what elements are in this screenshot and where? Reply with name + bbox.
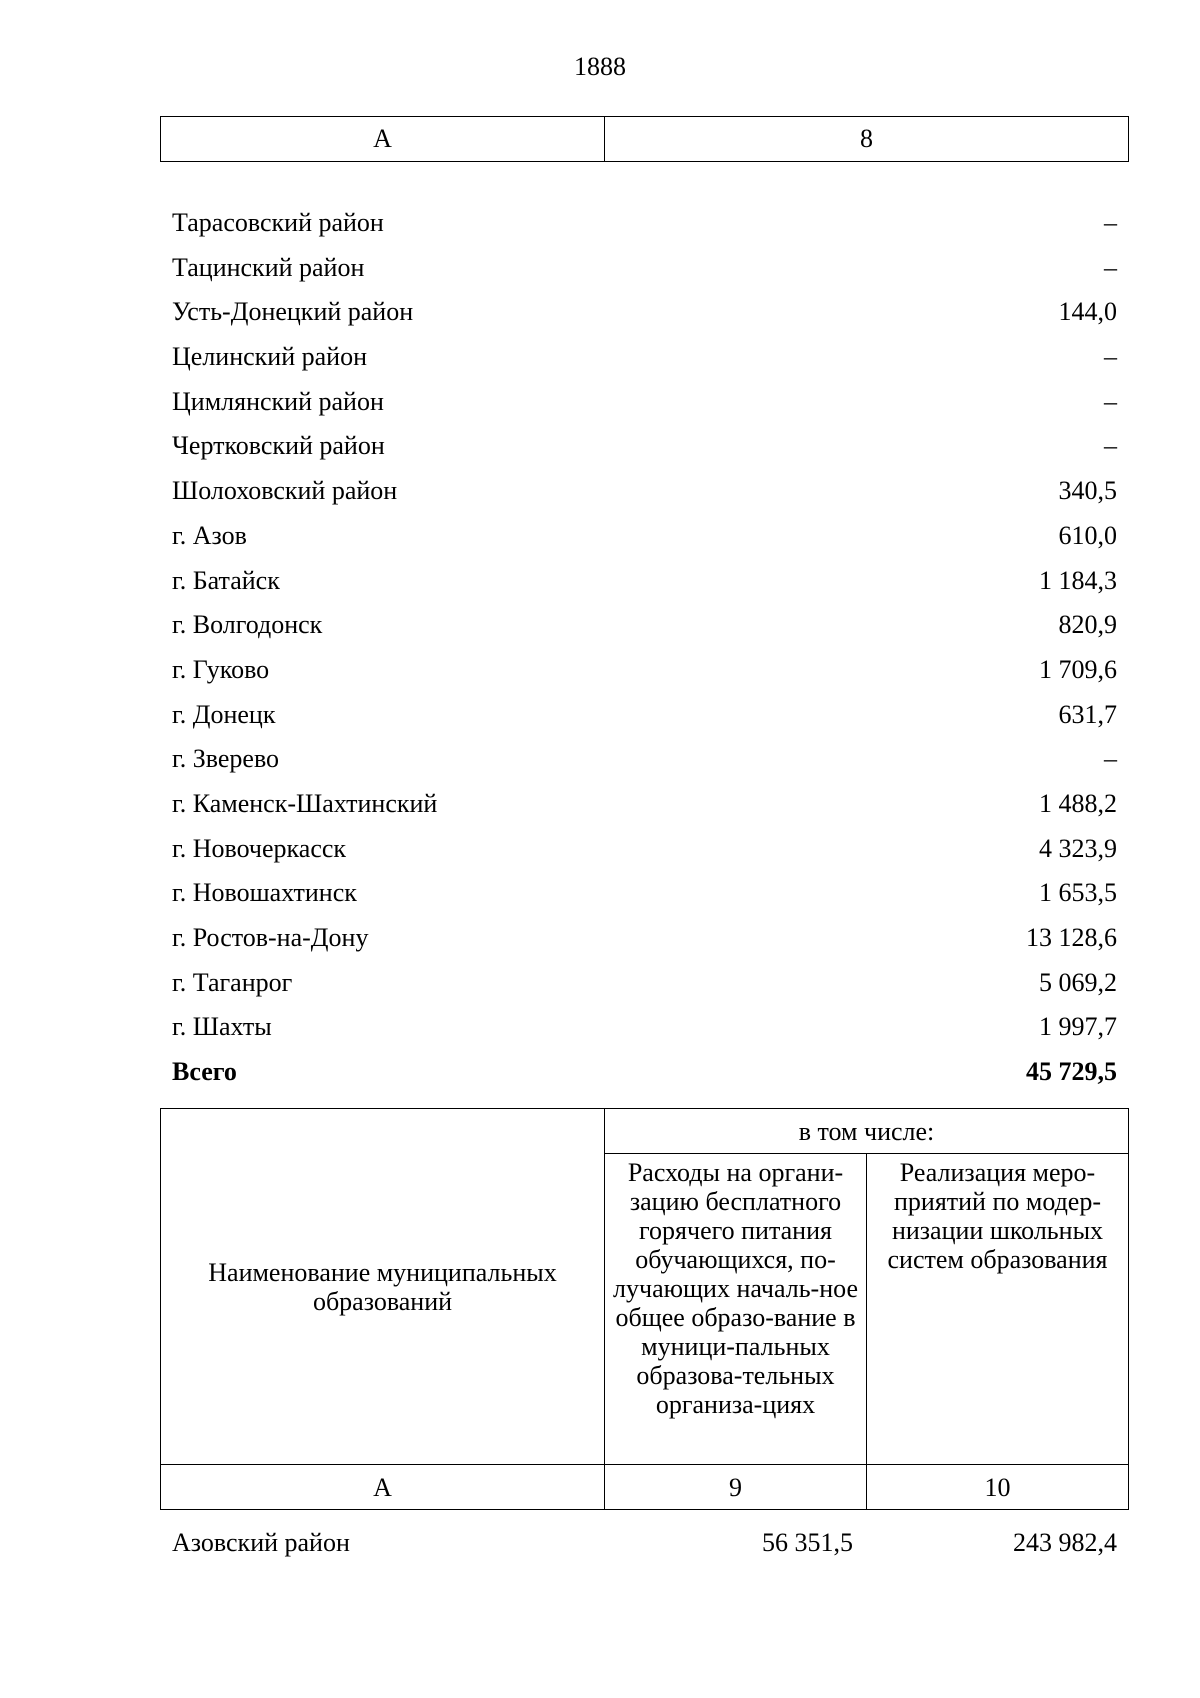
municipality-value: 5 069,2 — [1039, 967, 1117, 997]
municipality-list — [160, 208, 1129, 1102]
list-item — [160, 297, 1129, 342]
column-a-index: А — [161, 1465, 605, 1510]
municipality-name: Азовский район — [172, 1528, 350, 1557]
free-meals-column-header: Расходы на органи-зацию бесплатного горячего питания обучающихся, по-лучающих началь-ное общее образо-вание в муници-пальных образова-тельных организа-циях — [605, 1154, 867, 1465]
municipality-name: Тарасовский район — [172, 208, 384, 237]
list-item — [160, 655, 1129, 700]
municipality-value: 1 488,2 — [1039, 788, 1117, 818]
municipality-value: 1 997,7 — [1039, 1012, 1117, 1042]
municipality-value: – — [1104, 431, 1117, 461]
municipality-name: г. Ростов-на-Дону — [172, 923, 369, 952]
municipality-value: 13 128,6 — [1026, 923, 1117, 952]
list-item — [160, 834, 1129, 879]
municipality-value: – — [1104, 744, 1117, 774]
column-a-header: А — [161, 117, 605, 162]
list-item — [160, 431, 1129, 476]
list-item — [160, 387, 1129, 432]
municipality-value: – — [1104, 386, 1117, 416]
modernization-value: 243 982,4 — [1013, 1528, 1117, 1557]
list-item — [160, 610, 1129, 655]
municipality-value: – — [1104, 208, 1117, 237]
column-8-header: 8 — [605, 117, 1129, 162]
municipality-name: Целинский район — [172, 342, 367, 372]
municipality-value: 1 653,5 — [1039, 878, 1117, 908]
municipality-name: г. Азов — [172, 520, 247, 550]
list-item — [160, 476, 1129, 521]
list-item — [160, 700, 1129, 745]
municipality-name: г. Батайск — [172, 565, 280, 595]
list-item — [160, 1012, 1129, 1057]
municipality-value: 340,5 — [1058, 476, 1117, 506]
list-item — [160, 923, 1129, 968]
table-row — [160, 1528, 1129, 1572]
municipality-name: г. Гуково — [172, 654, 270, 684]
municipality-value: – — [1104, 252, 1117, 282]
municipality-value: 820,9 — [1058, 610, 1117, 640]
municipality-name-header: Наименование муниципальных образований — [161, 1109, 605, 1465]
including-group-header: в том числе: — [605, 1109, 1129, 1154]
municipality-value: – — [1104, 342, 1117, 372]
list-item — [160, 566, 1129, 611]
municipality-value: 1 709,6 — [1039, 654, 1117, 684]
municipality-value: 4 323,9 — [1039, 833, 1117, 863]
total-value: 45 729,5 — [1026, 1057, 1117, 1087]
total-row — [160, 1057, 1129, 1102]
municipality-value: 610,0 — [1058, 520, 1117, 550]
municipality-name: г. Донецк — [172, 699, 276, 729]
section-table-header — [160, 1108, 1129, 1510]
list-item — [160, 342, 1129, 387]
list-item — [160, 968, 1129, 1013]
list-item — [160, 208, 1129, 253]
municipality-name: Чертковский район — [172, 431, 385, 461]
municipality-value: 1 184,3 — [1039, 565, 1117, 595]
school-modernization-column-header: Реализация меро-приятий по модер-низации школьных систем образования — [867, 1154, 1129, 1465]
municipality-name: Цимлянский район — [172, 386, 384, 416]
municipality-name: г. Новошахтинск — [172, 878, 357, 908]
column-9-index: 9 — [605, 1465, 867, 1510]
municipality-name: г. Волгодонск — [172, 610, 323, 640]
list-item — [160, 744, 1129, 789]
municipality-value: 631,7 — [1058, 699, 1117, 729]
municipality-name: г. Таганрог — [172, 967, 293, 997]
municipality-name: г. Шахты — [172, 1012, 272, 1042]
column-10-index: 10 — [867, 1465, 1129, 1510]
total-label: Всего — [172, 1057, 237, 1087]
municipality-name: Усть-Донецкий район — [172, 297, 414, 327]
list-item — [160, 878, 1129, 923]
free-meals-value: 56 351,5 — [762, 1528, 853, 1557]
municipality-name: Шолоховский район — [172, 476, 398, 506]
list-item — [160, 521, 1129, 566]
municipality-name: г. Каменск-Шахтинский — [172, 788, 438, 818]
list-item — [160, 789, 1129, 834]
municipality-value: 144,0 — [1058, 297, 1117, 327]
list-item — [160, 253, 1129, 298]
municipality-name: Тацинский район — [172, 252, 365, 282]
top-column-header — [160, 116, 1129, 162]
municipality-name: г. Новочеркасск — [172, 833, 347, 863]
municipality-name: г. Зверево — [172, 744, 280, 774]
page-number: 1888 — [574, 52, 626, 81]
